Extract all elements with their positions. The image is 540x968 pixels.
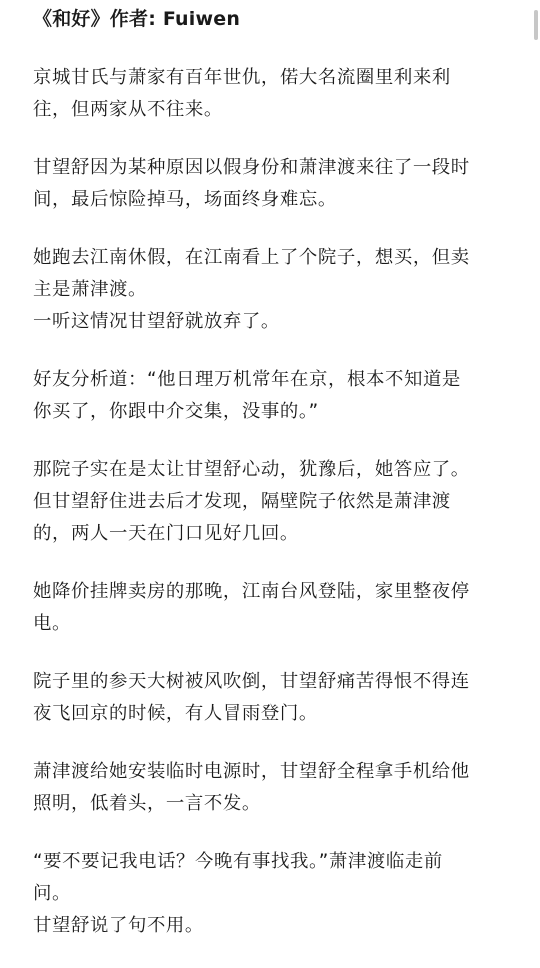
scrollbar-thumb[interactable] [534, 10, 538, 40]
paragraph-3 [33, 242, 503, 338]
text-line: 她降价挂牌卖房的那晚，江南台风登陆，家里整夜停 [33, 581, 470, 602]
text-line: 间，最后惊险掉马，场面终身难忘。 [33, 189, 337, 210]
text-line: 京城甘氏与萧家有百年世仇，偌大名流圈里利来利 [33, 67, 451, 88]
text-line: 那院子实在是太让甘望舒心动，犹豫后，她答应了。 [33, 459, 470, 480]
paragraph-2 [33, 152, 503, 216]
paragraph-5 [33, 454, 503, 550]
text-line: 夜飞回京的时候，有人冒雨登门。 [33, 703, 318, 724]
text-line: 她跑去江南休假，在江南看上了个院子，想买，但卖 [33, 247, 470, 268]
text-line: 萧津渡给她安装临时电源时，甘望舒全程拿手机给他 [33, 761, 470, 782]
paragraph-9 [33, 846, 503, 942]
text-line: 你买了，你跟中介交集，没事的。” [33, 401, 319, 422]
text-line: 但甘望舒住进去后才发现，隔壁院子依然是萧津渡 [33, 491, 451, 512]
text-line: 的，两人一天在门口见好几回。 [33, 523, 299, 544]
paragraph-4 [33, 364, 503, 428]
paragraph-8 [33, 756, 503, 820]
text-line: 一听这情况甘望舒就放弃了。 [33, 311, 280, 332]
text-line: 院子里的参天大树被风吹倒，甘望舒痛苦得恨不得连 [33, 671, 470, 692]
text-line: “要不要记我电话？今晚有事找我。”萧津渡临走前 [33, 851, 443, 872]
text-line: 照明，低着头，一言不发。 [33, 793, 261, 814]
paragraph-7 [33, 666, 503, 730]
document-title: 《和好》作者: Fuiwen [33, 8, 241, 30]
text-line: 问。 [33, 883, 71, 904]
document-body [33, 62, 503, 968]
paragraph-6 [33, 576, 503, 640]
text-line: 甘望舒因为某种原因以假身份和萧津渡来往了一段时 [33, 157, 470, 178]
text-line: 甘望舒说了句不用。 [33, 915, 204, 936]
text-line: 好友分析道：“他日理万机常年在京，根本不知道是 [33, 369, 461, 390]
text-line: 电。 [33, 613, 71, 634]
text-line: 主是萧津渡。 [33, 279, 147, 300]
text-line: 往，但两家从不往来。 [33, 99, 223, 120]
paragraph-1 [33, 62, 503, 126]
